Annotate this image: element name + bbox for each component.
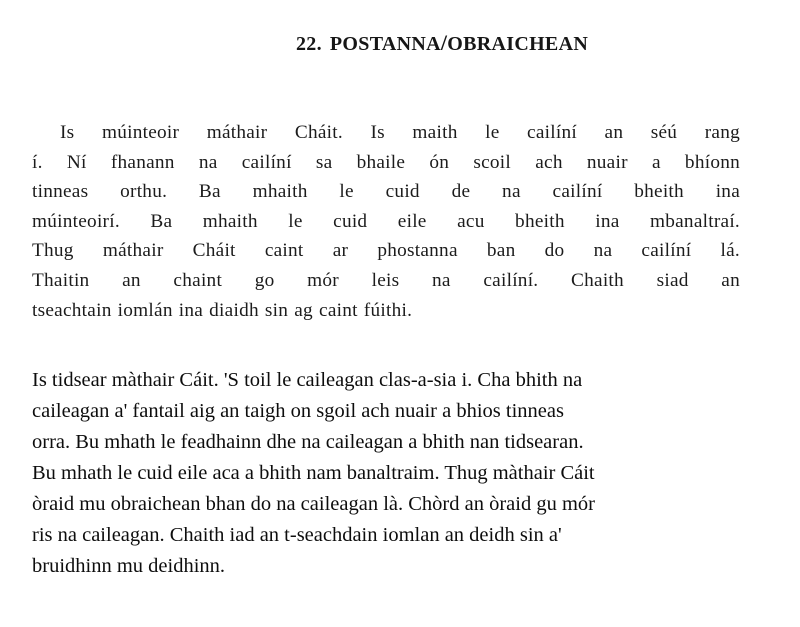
gaelic-paragraph <box>32 365 772 582</box>
heading-title-irish: POSTANNA <box>329 33 441 55</box>
heading-separator: / <box>440 30 448 55</box>
gaelic-line: orra. Bu mhath le feadhainn dhe na caileagan a bhith nan tidsearan. <box>32 431 584 453</box>
irish-line: múinteoirí. Ba mhaith le cuid eile acu bheith ina mbanaltraí. <box>32 210 740 232</box>
gaelic-line: Bu mhath le cuid eile aca a bhith nam banaltraim. Thug màthair Cáit <box>32 462 595 484</box>
section-number: 22. <box>296 33 322 55</box>
irish-line: í. Ní fhanann na cailíní sa bhaile ón scoil ach nuair a bhíonn <box>32 151 740 173</box>
gaelic-line: òraid mu obraichean bhan do na caileagan là. Chòrd an òraid gu mór <box>32 493 595 515</box>
page-heading <box>296 30 588 56</box>
gaelic-line: ris na caileagan. Chaith iad an t-seachdain iomlan an deidh sin a' <box>32 524 562 546</box>
irish-paragraph <box>32 118 740 325</box>
heading-title-gaelic: OBRAICHEAN <box>447 33 589 55</box>
gaelic-line: bruidhinn mu deidhinn. <box>32 555 226 577</box>
gaelic-line: caileagan a' fantail aig an taigh on sgoil ach nuair a bhios tinneas <box>32 400 564 422</box>
irish-line: Is múinteoir máthair Cháit. Is maith le cailíní an séú rang <box>60 122 740 143</box>
irish-line: Thaitin an chaint go mór leis na cailíní. Chaith siad an <box>32 269 740 291</box>
gaelic-line: Is tidsear màthair Cáit. 'S toil le caileagan clas-a-sia i. Cha bhith na <box>32 369 583 391</box>
irish-line: tinneas orthu. Ba mhaith le cuid de na cailíní bheith ina <box>32 181 740 203</box>
irish-line: Thug máthair Cháit caint ar phostanna ban do na cailíní lá. <box>32 240 740 262</box>
irish-line: tseachtain iomlán ina diaidh sin ag caint fúithi. <box>32 299 413 321</box>
